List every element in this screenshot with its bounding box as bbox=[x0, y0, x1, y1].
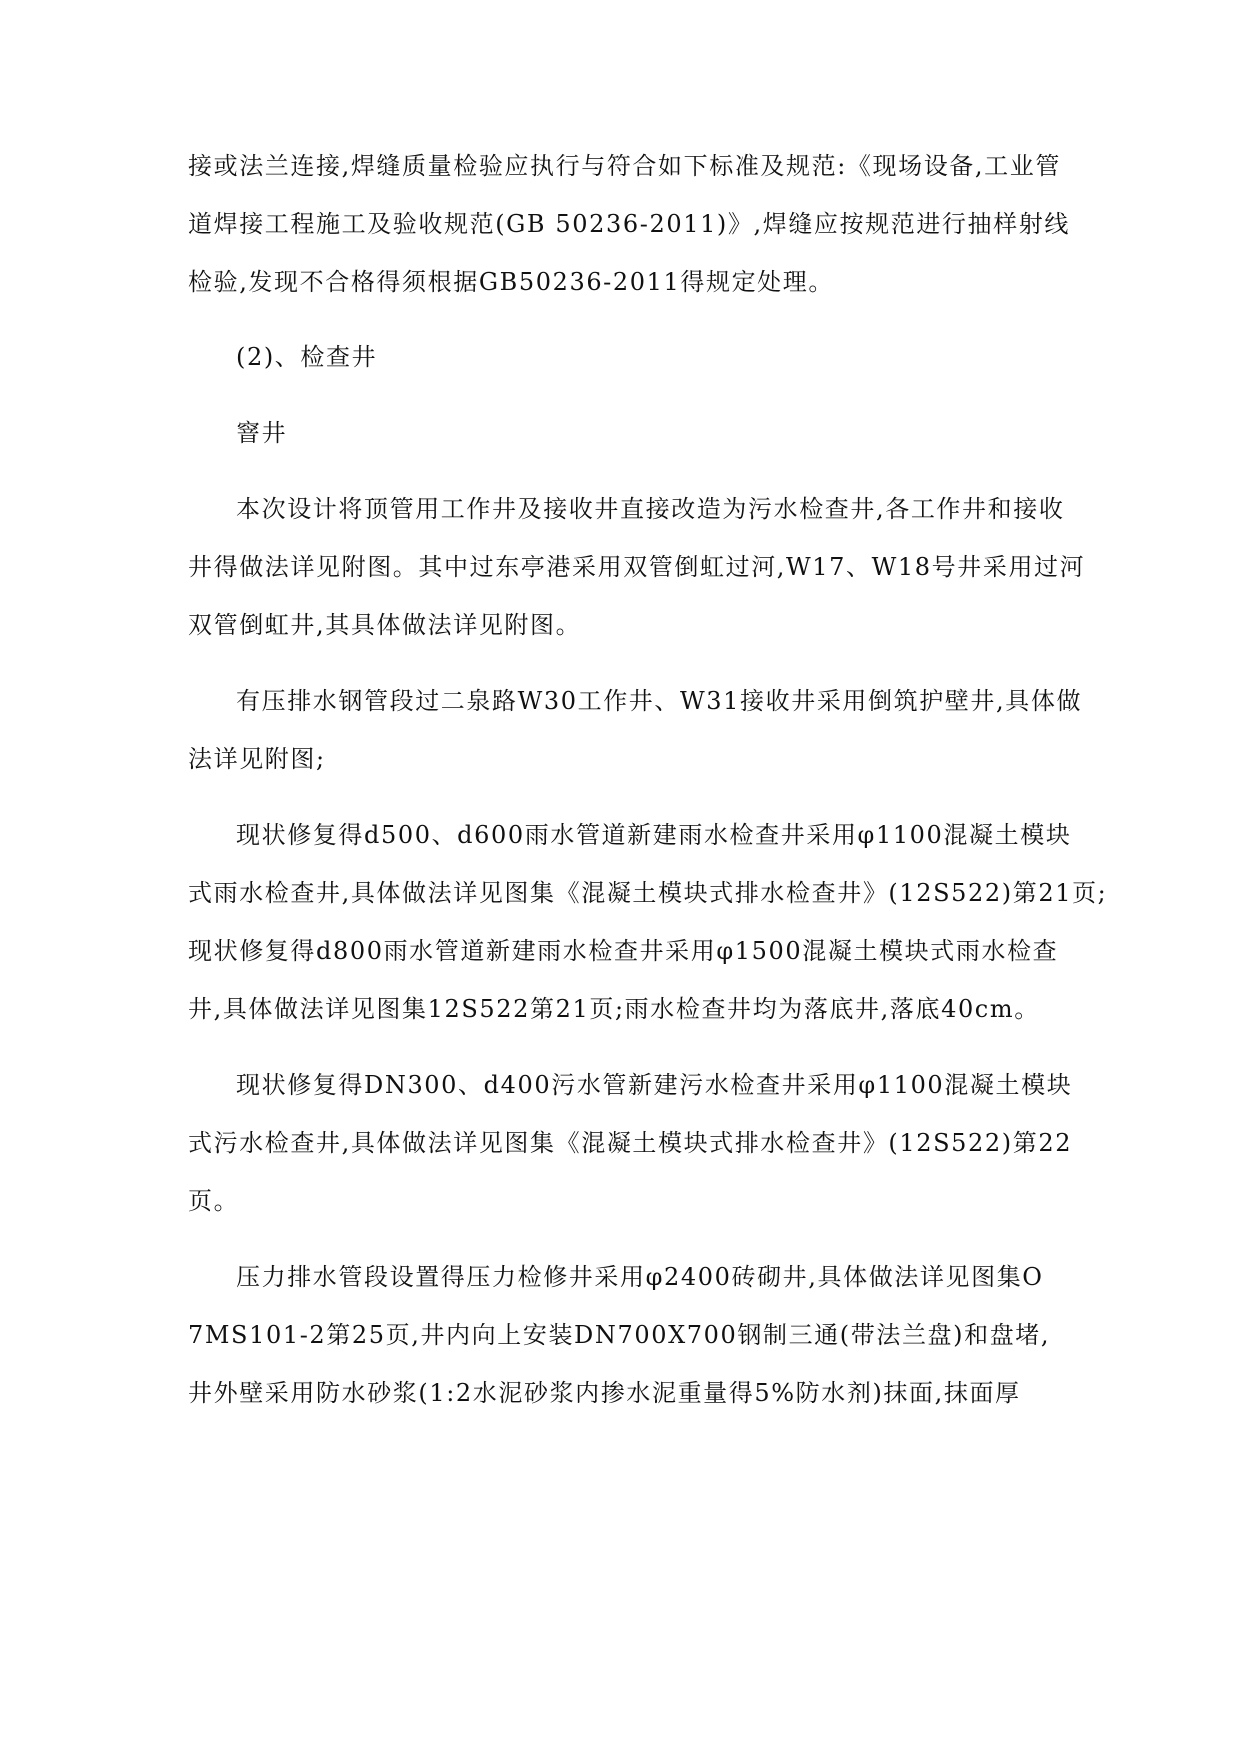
text-line-19: 7MS101-2第25页,井内向上安装DN700X700钢制三通(带法兰盘)和盘堵, bbox=[188, 1321, 1051, 1349]
text-line-11: 现状修复得d500、d600雨水管道新建雨水检查井采用φ1100混凝土模块 bbox=[236, 821, 1072, 849]
text-line-14: 井,具体做法详见图集12S522第21页;雨水检查井均为落底井,落底40cm。 bbox=[188, 995, 1040, 1023]
text-line-15: 现状修复得DN300、d400污水管新建污水检查井采用φ1100混凝土模块 bbox=[236, 1071, 1073, 1099]
text-line-9: 有压排水钢管段过二泉路W30工作井、W31接收井采用倒筑护壁井,具体做 bbox=[236, 687, 1083, 715]
text-line-13: 现状修复得d800雨水管道新建雨水检查井采用φ1500混凝土模块式雨水检查 bbox=[188, 937, 1059, 965]
text-line-3: 检验,发现不合格得须根据GB50236-2011得规定处理。 bbox=[188, 268, 834, 296]
text-line-18: 压力排水管段设置得压力检修井采用φ2400砖砌井,具体做法详见图集O bbox=[236, 1263, 1044, 1291]
text-line-2: 道焊接工程施工及验收规范(GB 50236-2011)》,焊缝应按规范进行抽样射线 bbox=[188, 210, 1070, 238]
text-line-1: 接或法兰连接,焊缝质量检验应执行与符合如下标准及规范:《现场设备,工业管 bbox=[188, 152, 1061, 180]
section-heading: (2)、检查井 bbox=[236, 343, 378, 371]
text-line-10: 法详见附图; bbox=[188, 745, 326, 773]
text-line-16: 式污水检查井,具体做法详见图集《混凝土模块式排水检查井》(12S522)第22 bbox=[188, 1129, 1073, 1157]
text-line-8: 双管倒虹井,其具体做法详见附图。 bbox=[188, 611, 582, 639]
subheading: 窨井 bbox=[236, 419, 288, 447]
text-line-17: 页。 bbox=[188, 1187, 240, 1215]
text-line-6: 本次设计将顶管用工作井及接收井直接改造为污水检查井,各工作井和接收 bbox=[236, 495, 1065, 523]
text-line-12: 式雨水检查井,具体做法详见图集《混凝土模块式排水检查井》(12S522)第21页; bbox=[188, 879, 1108, 907]
text-line-20: 井外壁采用防水砂浆(1:2水泥砂浆内掺水泥重量得5%防水剂)抹面,抹面厚 bbox=[188, 1379, 1021, 1407]
text-line-7: 井得做法详见附图。其中过东亭港采用双管倒虹过河,W17、W18号井采用过河 bbox=[188, 553, 1086, 581]
